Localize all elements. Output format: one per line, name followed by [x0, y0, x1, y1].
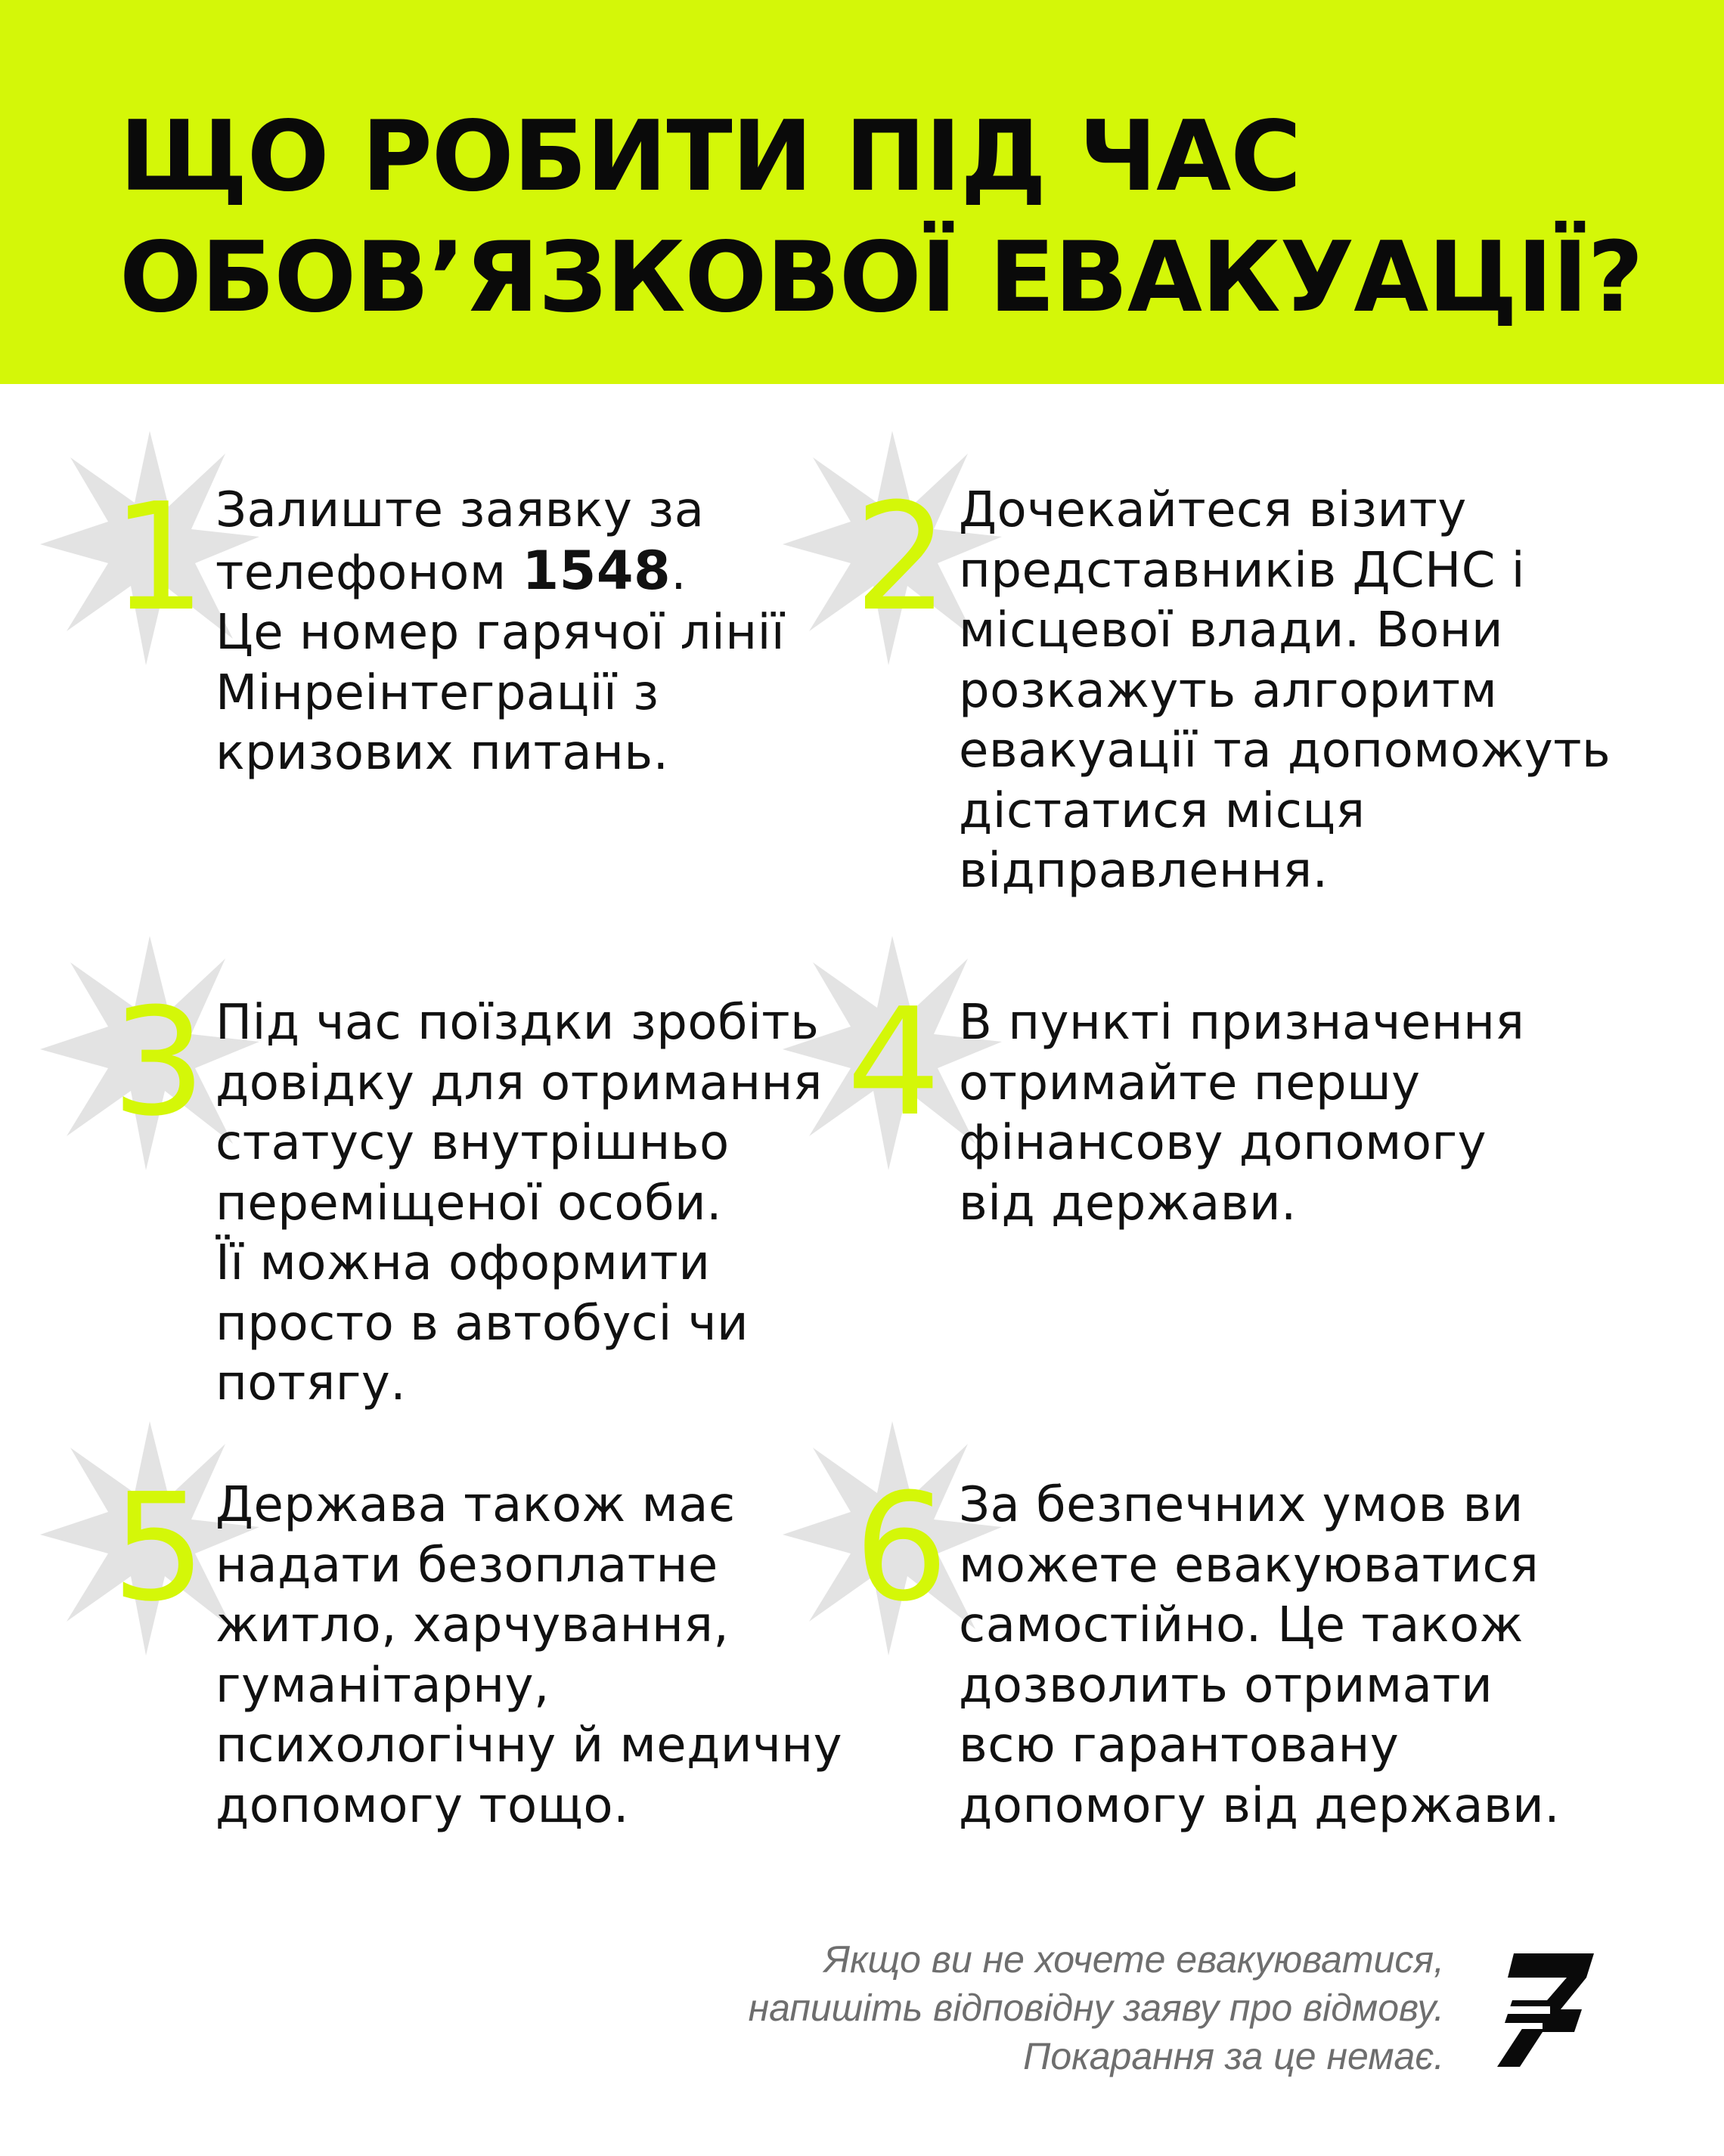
step-line: потягу. [216, 1355, 407, 1411]
step-number: 1 [111, 472, 206, 644]
step-number: 5 [111, 1462, 206, 1634]
step-line: просто в автобусі чи [216, 1295, 749, 1352]
step-line: кризових питань. [216, 725, 669, 781]
step-line: Це номер гарячої лінії [216, 605, 786, 661]
step-line: місцевої влади. Вони [959, 603, 1504, 658]
step-line: За безпечних умов ви [959, 1477, 1524, 1533]
step-line: Її можна оформити [216, 1235, 711, 1291]
step-text [216, 1476, 866, 1836]
step-line: дістатися місця [959, 782, 1366, 839]
step-line: психологічну й медичну [216, 1718, 842, 1773]
step-text [959, 993, 1609, 1234]
title-line-1: ЩО РОБИТИ ПІД ЧАС [119, 101, 1301, 213]
step-number: 2 [854, 472, 949, 644]
step-line: В пункті призначення [959, 995, 1525, 1051]
step-line: можете евакуюватися [959, 1537, 1540, 1594]
step-line-part: . [671, 544, 687, 601]
step-line-part: телефоном [216, 544, 507, 601]
step-line: допомогу тощо. [216, 1777, 629, 1834]
footer-note-line: напишіть відповідну заяву про відмову. [748, 1987, 1444, 2029]
header-banner [0, 0, 1724, 384]
step-line: статусу внутрішньо [216, 1115, 730, 1171]
step-line: Держава також має [216, 1477, 736, 1533]
step-line: розкажуть алгоритм [959, 662, 1498, 719]
page-title [119, 97, 1677, 339]
title-line-2: ОБОВ’ЯЗКОВОЇ ЕВАКУАЦІЇ? [119, 221, 1643, 334]
step-text [216, 481, 866, 784]
step-line: допомогу від держави. [959, 1777, 1561, 1834]
step-text [959, 1476, 1609, 1836]
step-number: 3 [111, 977, 206, 1149]
step-text [959, 481, 1609, 902]
step-line: всю гарантовану [959, 1718, 1400, 1773]
step-line: відправлення. [959, 843, 1329, 899]
step-line: евакуації та допоможуть [959, 723, 1611, 779]
phone-number: 1548 [522, 539, 671, 602]
step-line: Мінреінтеграції з [216, 664, 659, 721]
step-line: Під час поїздки зробіть [216, 995, 820, 1051]
step-line: житло, харчування, [216, 1597, 730, 1653]
step-line: Дочекайтеся візиту [959, 482, 1467, 538]
z-logo-icon [1497, 1947, 1595, 2076]
step-line: Залиште заявку за [216, 482, 705, 538]
step-line: фінансову допомогу [959, 1115, 1487, 1171]
step-line: від держави. [959, 1175, 1297, 1231]
step-line: самостійно. Це також [959, 1597, 1524, 1653]
step-line: дозволить отримати [959, 1657, 1493, 1714]
step-line: представників ДСНС і [959, 542, 1526, 599]
step-number: 4 [846, 977, 941, 1149]
step-line [216, 541, 866, 604]
step-line: отримайте першу [959, 1055, 1421, 1111]
step-line: гуманітарну, [216, 1657, 550, 1714]
step-line: довідку для отримання [216, 1055, 823, 1111]
step-line: надати безоплатне [216, 1537, 718, 1594]
step-number: 6 [854, 1462, 949, 1634]
footer-note [749, 1935, 1444, 2080]
step-text [216, 993, 866, 1414]
step-line: переміщеної особи. [216, 1175, 722, 1231]
footer-note-line: Покарання за це немає. [1023, 2035, 1444, 2077]
footer-note-line: Якщо ви не хочете евакуюватися, [823, 1938, 1444, 1981]
